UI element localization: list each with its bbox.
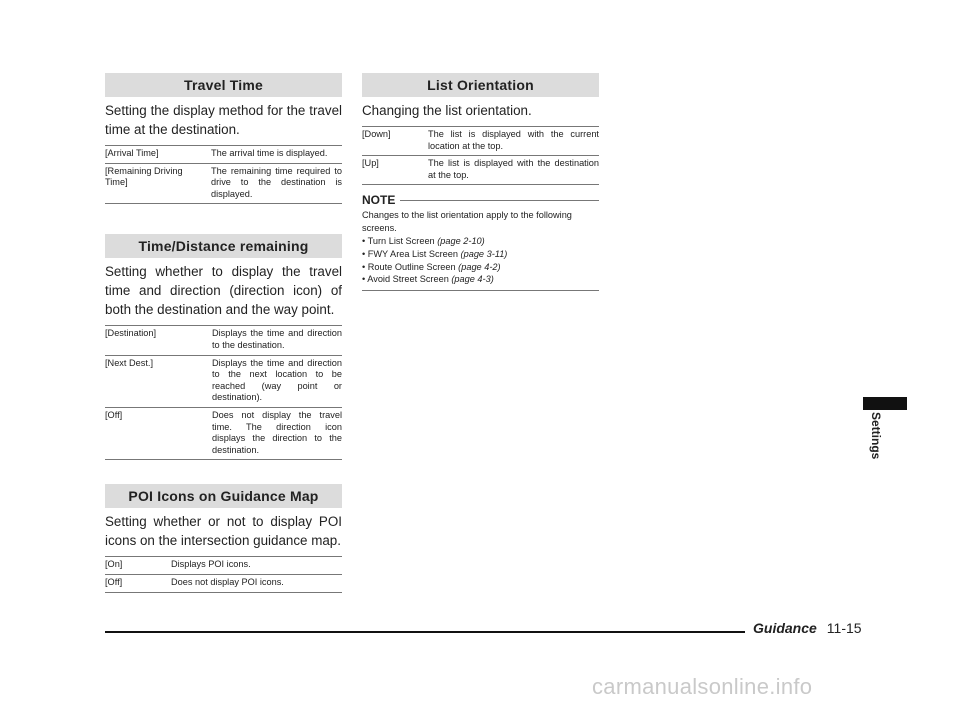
option-desc: The arrival time is displayed.	[211, 148, 328, 158]
option-label: [Next Dest.]	[105, 357, 153, 368]
list-orientation-intro: Changing the list orientation.	[362, 103, 532, 118]
travel-time-heading: Travel Time	[105, 73, 342, 97]
poi-icons-table	[105, 556, 342, 592]
list-item	[362, 261, 599, 274]
option-desc: Does not display POI icons.	[171, 576, 284, 587]
option-label: [Arrival Time]	[105, 148, 159, 158]
list-item	[362, 235, 599, 248]
page-ref: (page 4-2)	[458, 261, 501, 272]
note-rule	[400, 200, 599, 201]
poi-icons-intro: Setting whether or not to display POI icons on the intersection guidance map.	[105, 514, 342, 549]
option-desc: The remaining time required to drive to the destination is displayed.	[211, 165, 342, 199]
option-desc: The list is displayed with the current location at the top.	[428, 129, 599, 151]
time-distance-intro: Setting whether to display the travel time and direction (direction icon) of both the destination and the way point.	[105, 264, 342, 318]
table-row	[105, 557, 342, 575]
note-title	[362, 193, 599, 207]
left-column	[105, 73, 342, 593]
poi-icons-heading: POI Icons on Guidance Map	[105, 484, 342, 508]
right-column	[362, 73, 599, 291]
option-desc: Displays POI icons.	[171, 559, 251, 570]
chapter-tab-marker	[863, 397, 907, 410]
table-row	[105, 355, 342, 407]
chapter-tab-label: Settings	[869, 412, 883, 460]
travel-time-table	[105, 145, 342, 204]
table-row	[105, 146, 342, 164]
option-desc: The list is displayed with the destination at the top.	[428, 158, 599, 180]
footer-rule	[105, 631, 745, 633]
footer-chapter: Guidance	[753, 620, 817, 636]
option-desc: Does not display the travel time. The direction icon displays the direction to the destination.	[212, 409, 342, 455]
option-label: [Down]	[362, 129, 391, 139]
option-label: [On]	[105, 559, 123, 570]
option-label: [Up]	[362, 158, 379, 169]
option-label: [Off]	[105, 409, 123, 420]
page-number: 11-15	[826, 620, 862, 636]
note-item-text: • FWY Area List Screen	[362, 248, 461, 259]
table-row	[362, 156, 599, 185]
page-ref: (page 3-11)	[460, 248, 508, 259]
table-row	[105, 163, 342, 204]
list-item	[362, 273, 599, 286]
watermark: carmanualsonline.info	[592, 674, 813, 699]
time-distance-heading: Time/Distance remaining	[105, 234, 342, 258]
option-desc: Displays the time and direction to the next location to be reached (way point or destination).	[212, 357, 342, 403]
note-item-text: • Avoid Street Screen	[362, 274, 452, 285]
note-title-text: NOTE	[362, 193, 396, 208]
option-label: [Destination]	[105, 328, 157, 339]
list-orientation-heading: List Orientation	[362, 73, 599, 97]
page-ref: (page 4-3)	[451, 274, 494, 285]
note-body	[362, 209, 599, 291]
option-label: [Remaining Driving Time]	[105, 165, 183, 188]
list-orientation-table	[362, 126, 599, 185]
table-row	[362, 127, 599, 156]
note-item-text: • Route Outline Screen	[362, 261, 459, 272]
page-ref: (page 2-10)	[437, 235, 485, 246]
option-desc: Displays the time and direction to the destination.	[212, 328, 342, 350]
time-distance-table	[105, 325, 342, 460]
note-item-text: • Turn List Screen	[362, 235, 438, 246]
note-intro: Changes to the list orientation apply to the following screens.	[362, 210, 572, 234]
table-row	[105, 574, 342, 592]
travel-time-intro: Setting the display method for the travel time at the destination.	[105, 103, 342, 137]
option-label: [Off]	[105, 576, 123, 587]
table-row	[105, 326, 342, 355]
footer	[753, 620, 862, 636]
list-item	[362, 248, 599, 261]
table-row	[105, 407, 342, 459]
